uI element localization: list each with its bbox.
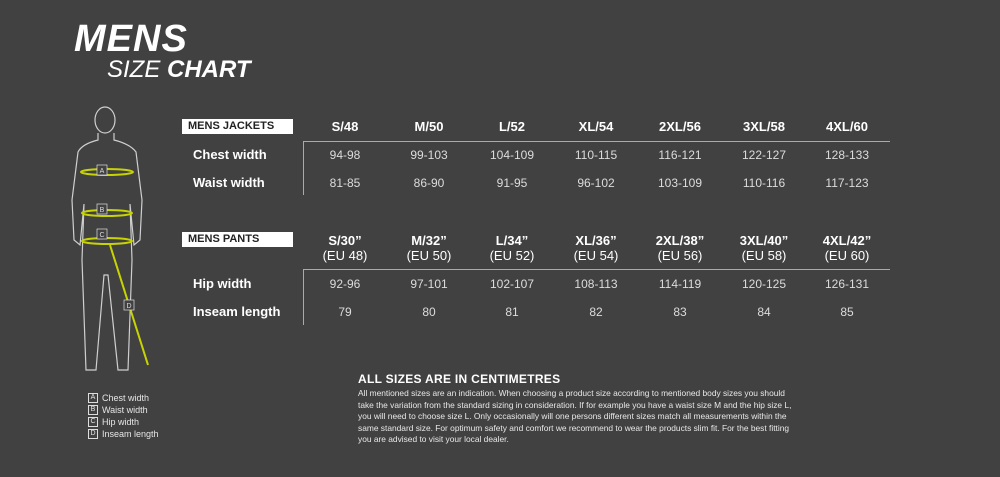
pants-size-col <box>807 233 887 263</box>
pants-cell: 85 <box>840 305 854 319</box>
legend-key: A <box>88 393 98 403</box>
legend-item <box>88 416 159 428</box>
pants-divider <box>303 269 890 270</box>
legend-key: C <box>88 417 98 427</box>
pants-cell: 81 <box>505 305 519 319</box>
pants-size-top: 4XL/42” <box>822 233 872 248</box>
pants-size-top: M/32” <box>411 233 447 248</box>
pants-size-top: 2XL/38” <box>655 233 705 248</box>
pants-size-bottom: (EU 52) <box>489 248 535 263</box>
pants-cell: 84 <box>757 305 771 319</box>
jackets-size-col: 4XL/60 <box>826 119 868 134</box>
jackets-cell: 96-102 <box>577 176 615 190</box>
pants-size-bottom: (EU 54) <box>573 248 619 263</box>
pants-size-bottom: (EU 50) <box>406 248 452 263</box>
marker-d: D <box>126 303 132 310</box>
jackets-size-col: 2XL/56 <box>659 119 701 134</box>
pants-cell: 92-96 <box>329 277 361 291</box>
jackets-cell: 104-109 <box>489 148 535 162</box>
jackets-cell: 110-115 <box>574 148 618 162</box>
jackets-cell: 110-116 <box>742 176 786 190</box>
legend-label: Hip width <box>102 417 140 427</box>
marker-a: A <box>99 168 105 175</box>
jackets-cell: 91-95 <box>496 176 528 190</box>
row-label-waist: Waist width <box>193 175 265 190</box>
title-mens: MENS <box>74 18 188 60</box>
row-label-inseam: Inseam length <box>193 304 281 319</box>
jackets-size-col: XL/54 <box>578 119 614 134</box>
row-label-chest: Chest width <box>193 147 267 162</box>
pants-size-bottom: (EU 58) <box>741 248 787 263</box>
jackets-cell: 94-98 <box>329 148 361 162</box>
row-label-hip: Hip width <box>193 276 252 291</box>
legend <box>88 392 159 440</box>
pants-cell: 82 <box>589 305 603 319</box>
legend-key: B <box>88 405 98 415</box>
pants-size-bottom: (EU 60) <box>824 248 870 263</box>
pants-size-col <box>724 233 804 263</box>
title-chart: CHART <box>167 56 251 83</box>
pants-cell: 126-131 <box>824 277 870 291</box>
jackets-header-label: MENS JACKETS <box>182 119 293 134</box>
pants-size-col <box>472 233 552 263</box>
pants-size-col <box>640 233 720 263</box>
chart-title <box>74 18 251 83</box>
jackets-cell: 122-127 <box>741 148 787 162</box>
jackets-cell: 116-121 <box>658 148 702 162</box>
pants-cell: 114-119 <box>658 277 702 291</box>
legend-label: Chest width <box>102 393 150 403</box>
jackets-size-col: 3XL/58 <box>743 119 785 134</box>
pants-size-top: XL/36” <box>575 233 617 248</box>
pants-header-label: MENS PANTS <box>182 232 293 247</box>
jackets-cell: 117-123 <box>825 176 869 190</box>
marker-c: C <box>99 232 105 239</box>
jackets-divider <box>303 141 890 142</box>
pants-size-top: 3XL/40” <box>739 233 789 248</box>
jackets-size-col: L/52 <box>498 119 525 134</box>
pants-vdivider <box>303 269 304 325</box>
pants-size-top: L/34” <box>495 233 529 248</box>
title-size: SIZE <box>107 56 161 83</box>
legend-label: Waist width <box>102 405 148 415</box>
legend-item <box>88 428 159 440</box>
pants-cell: 83 <box>673 305 687 319</box>
legend-item <box>88 392 159 404</box>
pants-cell: 108-113 <box>574 277 618 291</box>
jackets-cell: 99-103 <box>410 148 448 162</box>
jackets-cell: 81-85 <box>329 176 361 190</box>
title-size-chart <box>107 56 251 84</box>
pants-size-col <box>305 233 385 263</box>
legend-label: Inseam length <box>102 429 159 439</box>
marker-b: B <box>99 207 105 214</box>
pants-size-top: S/30” <box>328 233 362 248</box>
pants-cell: 120-125 <box>741 277 787 291</box>
pants-cell: 102-107 <box>489 277 535 291</box>
jackets-size-col: S/48 <box>331 119 359 134</box>
pants-size-col <box>556 233 636 263</box>
jackets-size-col: M/50 <box>414 119 444 134</box>
pants-cell: 97-101 <box>410 277 448 291</box>
pants-cell: 79 <box>338 305 352 319</box>
jackets-vdivider <box>303 141 304 195</box>
pants-cell: 80 <box>422 305 436 319</box>
jackets-cell: 128-133 <box>824 148 870 162</box>
sizing-note <box>358 372 798 446</box>
note-heading: ALL SIZES ARE IN CENTIMETRES <box>358 372 561 386</box>
pants-size-bottom: (EU 48) <box>322 248 368 263</box>
jackets-cell: 103-109 <box>657 176 703 190</box>
jackets-cell: 86-90 <box>413 176 445 190</box>
body-figure <box>60 100 180 380</box>
legend-key: D <box>88 429 98 439</box>
legend-item <box>88 404 159 416</box>
pants-size-bottom: (EU 56) <box>657 248 703 263</box>
pants-size-col <box>389 233 469 263</box>
note-body: All mentioned sizes are an indication. When choosing a product size according to mentioned body sizes you should take the variation from the standard sizing in consideration. If for example you have a waist size M and the hip size L, you will need to choose size L. Only occasionally will one persons different sizes match all measurements within the same standard size. For optimum safety and comfort we recommend to wear the products slim fit. For the best fitting you are advised to visit your local dealer. <box>358 388 792 445</box>
